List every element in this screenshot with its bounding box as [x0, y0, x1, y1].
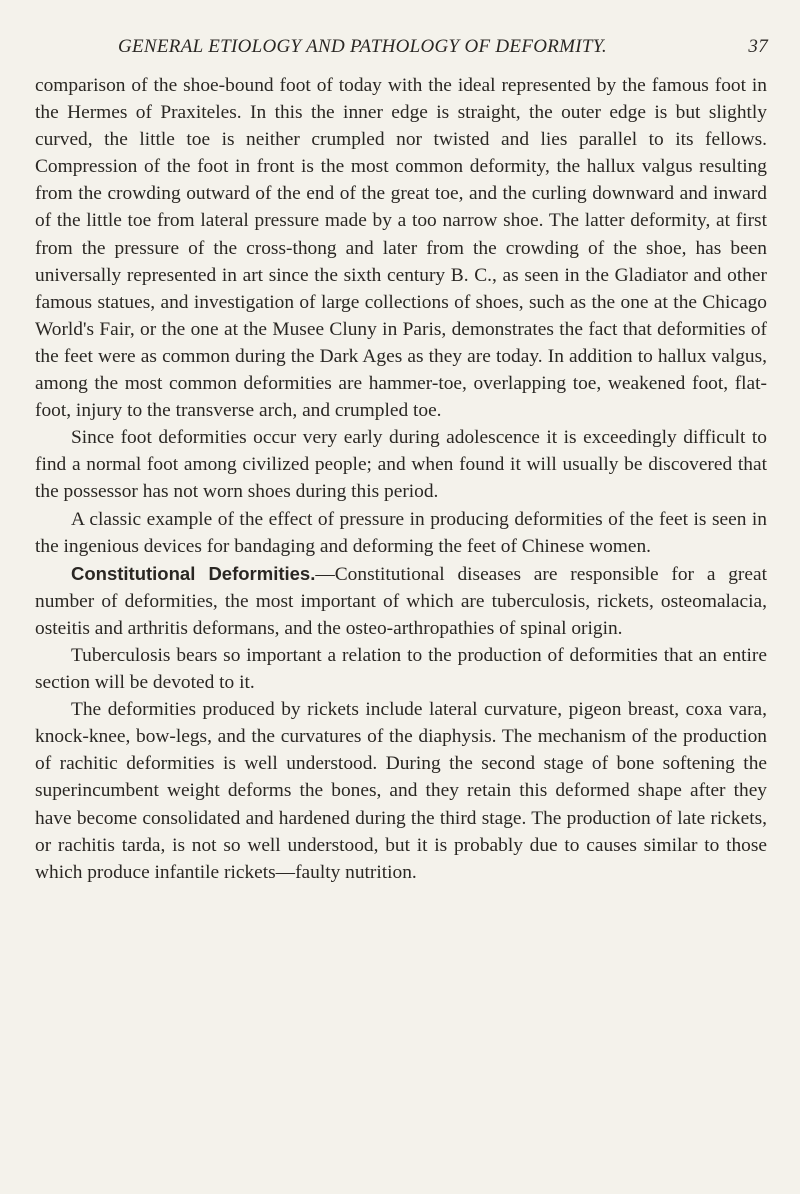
section-heading: Constitutional Deformities.	[71, 562, 316, 584]
page-number: 37	[748, 36, 768, 57]
paragraph-foot-deformities-adolescence: Since foot deformities occur very early during adolescence it is exceedingly difficult to find a normal foot among civilized people; and when found it will usually be discovered that the possessor has not worn shoes during this period.	[35, 427, 767, 503]
paragraph-shoe-bound-foot: comparison of the shoe-bound foot of today with the ideal represented by the famous foot in the Hermes of Praxiteles. In this the inner edge is straight, the outer edge is but slightly curved, the little toe is neither crumpled nor twisted and lies parallel to its fellows. Compression of the foot in front is the most common deformity, the hallux valgus resulting from the crowding outward of the end of the great toe, and the curling downward and inward of the little toe from lateral pressure made by a too narrow shoe. The latter deformity, at first from the pressure of the cross-thong and later from the crowding of the shoe, has been universally represented in art since the sixth century B. C., as seen in the Gladiator and other famous statues, and investigation of large collections of shoes, such as the one at the Chicago World's Fair, or the one at the Musee Cluny in Paris, demonstrates the fact that deformities of the feet were as common during the Dark Ages as they are today. In addition to hallux valgus, among the most common deformities are hammer-toe, overlapping toe, weakened foot, flat-foot, injury to the transverse arch, and crumpled toe.	[35, 75, 767, 422]
running-title: GENERAL ETIOLOGY AND PATHOLOGY OF DEFORMITY.	[118, 36, 607, 57]
paragraph-constitutional-deformities	[35, 560, 767, 642]
page-header	[36, 36, 768, 64]
paragraph-chinese-bandaging: A classic example of the effect of pressure in producing deformities of the feet is seen in the ingenious devices for bandaging and deforming the feet of Chinese women.	[35, 508, 767, 557]
paragraph-tuberculosis: Tuberculosis bears so important a relation to the production of deformities that an entire section will be devoted to it.	[35, 644, 767, 694]
paragraph-constitutional-text: —Constitutional diseases are responsible for a great number of deformities, the most important of which are tuberculosis, rickets, osteomalacia, osteitis and arthritis deformans, and the osteo-arthropathies of spinal origin.	[35, 563, 767, 639]
body-text	[35, 72, 767, 886]
paragraph-rickets: The deformities produced by rickets include lateral curvature, pigeon breast, coxa vara, knock-knee, bow-legs, and the curvatures of the diaphysis. The mechanism of the production of rachitic deformities is well understood. During the second stage of bone softening the superincumbent weight deforms the bones, and they retain this deformed shape after they have become consolidated and hardened during the third stage. The production of late rickets, or rachitis tarda, is not so well understood, but it is probably due to causes similar to those which produce infantile rickets—faulty nutrition.	[35, 699, 767, 883]
